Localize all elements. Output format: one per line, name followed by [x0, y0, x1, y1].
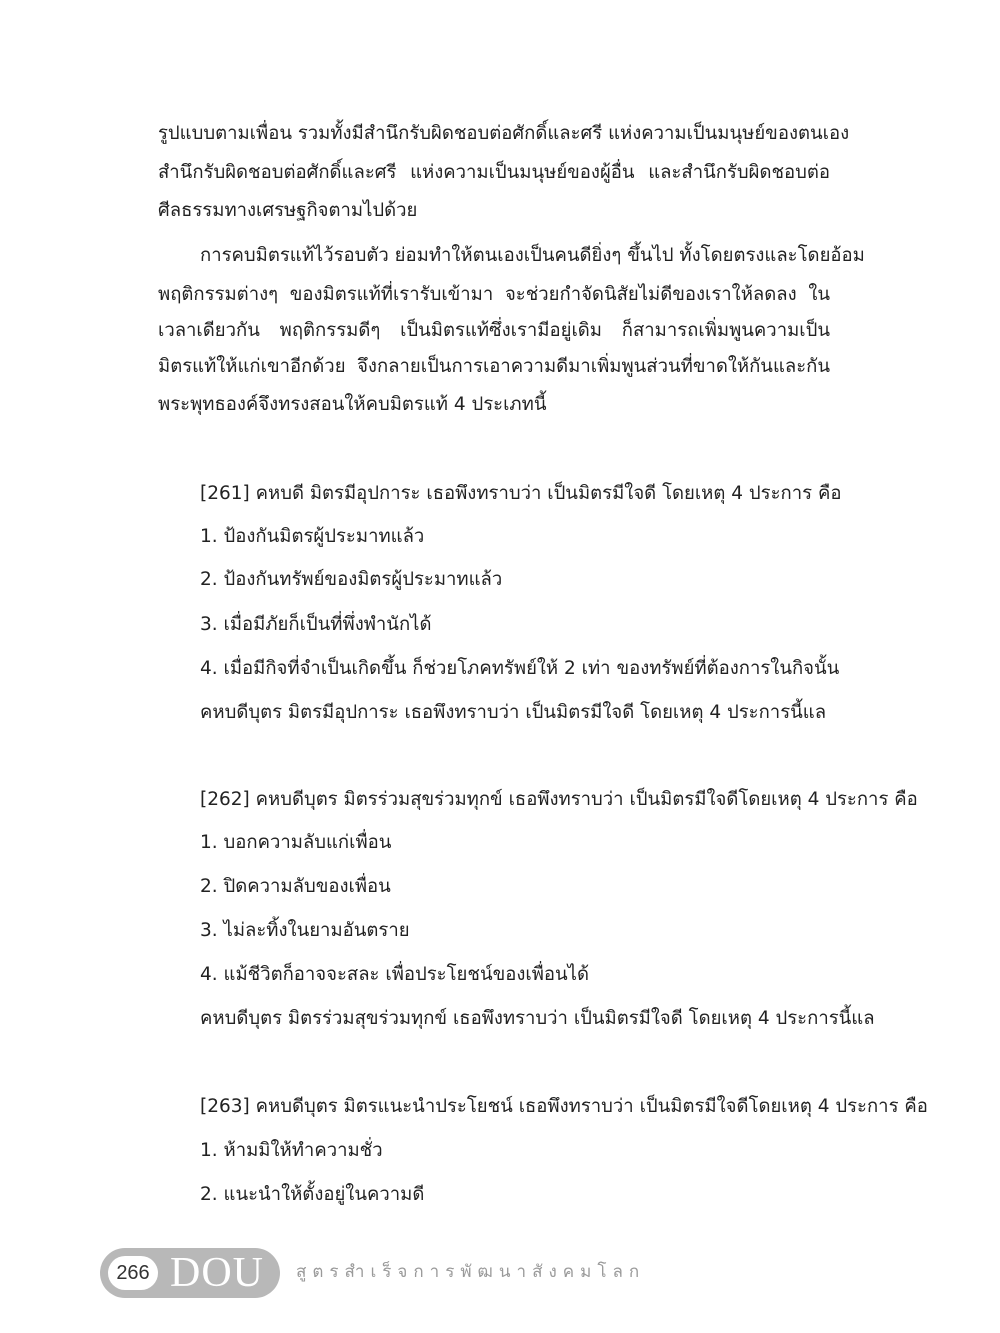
section-261-item-3: 3. เมื่อมีภัยก็เป็นที่พึ่งพำนักได้: [200, 614, 432, 635]
section-263-item-2: 2. แนะนำให้ตั้งอยู่ในความดี: [200, 1184, 425, 1205]
section-262-item-3: 3. ไม่ละทิ้งในยามอันตราย: [200, 920, 410, 941]
section-261-item-2: 2. ป้องกันทรัพย์ของมิตรผู้ประมาทแล้ว: [200, 569, 503, 590]
section-261-heading: [261] คหบดี มิตรมีอุปการะ เธอพึงทราบว่า เป็นมิตรมีใจดี โดยเหตุ 4 ประการ คือ: [200, 483, 842, 504]
page-number: 266: [108, 1256, 158, 1290]
intro-line-1: รูปแบบตามเพื่อน รวมทั้งมีสำนึกรับผิดชอบต่อศักดิ์และศรี แห่งความเป็นมนุษย์ของตนเอง: [158, 123, 850, 144]
section-261-item-4: 4. เมื่อมีกิจที่จำเป็นเกิดขึ้น ก็ช่วยโภคทรัพย์ให้ 2 เท่า ของทรัพย์ที่ต้องการในกิจนั้น: [200, 658, 840, 679]
paragraph-line-1: การคบมิตรแท้ไว้รอบตัว ย่อมทำให้ตนเองเป็นคนดียิ่งๆ ขึ้นไป ทั้งโดยตรงและโดยอ้อม: [200, 245, 865, 266]
book-title: สูตรสำเร็จการพัฒนาสังคมโลก: [296, 1262, 646, 1282]
section-261-item-1: 1. ป้องกันมิตรผู้ประมาทแล้ว: [200, 526, 425, 547]
paragraph-line-3: เวลาเดียวกัน พฤติกรรมดีๆ เป็นมิตรแท้ซึ่งเรามีอยู่เดิม ก็สามารถเพิ่มพูนความเป็น: [158, 320, 830, 341]
paragraph-line-2: พฤติกรรมต่างๆ ของมิตรแท้ที่เรารับเข้ามา จะช่วยกำจัดนิสัยไม่ดีของเราให้ลดลง ใน: [158, 284, 830, 305]
paragraph-line-5: พระพุทธองค์จึงทรงสอนให้คบมิตรแท้ 4 ประเภทนี้: [158, 394, 547, 415]
intro-line-3: ศีลธรรมทางเศรษฐกิจตามไปด้วย: [158, 200, 418, 221]
dou-logo: DOU: [170, 1250, 264, 1296]
paragraph-line-4: มิตรแท้ให้แก่เขาอีกด้วย จึงกลายเป็นการเอาความดีมาเพิ่มพูนส่วนที่ขาดให้กันและกัน: [158, 356, 830, 377]
footer-badge: [100, 1248, 280, 1298]
page-footer: [100, 1248, 660, 1298]
section-262-heading: [262] คหบดีบุตร มิตรร่วมสุขร่วมทุกข์ เธอพึงทราบว่า เป็นมิตรมีใจดีโดยเหตุ 4 ประการ คือ: [200, 789, 918, 810]
section-263-heading: [263] คหบดีบุตร มิตรแนะนำประโยชน์ เธอพึงทราบว่า เป็นมิตรมีใจดีโดยเหตุ 4 ประการ คือ: [200, 1096, 928, 1117]
section-262-item-1: 1. บอกความลับแก่เพื่อน: [200, 832, 392, 853]
section-262-closing: คหบดีบุตร มิตรร่วมสุขร่วมทุกข์ เธอพึงทราบว่า เป็นมิตรมีใจดี โดยเหตุ 4 ประการนี้แล: [200, 1008, 875, 1029]
section-262-item-2: 2. ปิดความลับของเพื่อน: [200, 876, 391, 897]
section-261-closing: คหบดีบุตร มิตรมีอุปการะ เธอพึงทราบว่า เป็นมิตรมีใจดี โดยเหตุ 4 ประการนี้แล: [200, 702, 827, 723]
section-262-item-4: 4. แม้ชีวิตก็อาจจะสละ เพื่อประโยชน์ของเพื่อนได้: [200, 964, 589, 985]
intro-line-2: สำนึกรับผิดชอบต่อศักดิ์และศรี แห่งความเป็นมนุษย์ของผู้อื่น และสำนึกรับผิดชอบต่อ: [158, 162, 830, 183]
section-263-item-1: 1. ห้ามมิให้ทำความชั่ว: [200, 1140, 383, 1161]
